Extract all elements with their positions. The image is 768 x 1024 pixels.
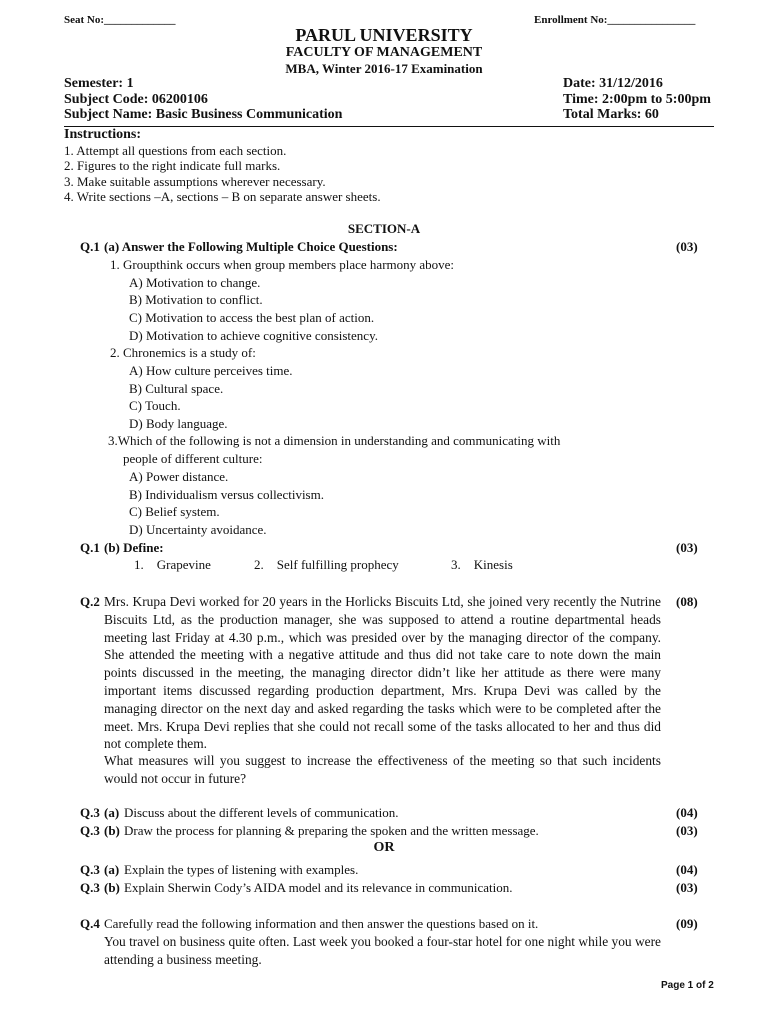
question-number: Q.1 xyxy=(80,239,100,254)
question-marks: (03) xyxy=(676,823,698,838)
mcq-option: C) Touch. xyxy=(129,398,181,413)
instruction-item: 4. Write sections –A, sections – B on separate answer sheets. xyxy=(64,189,381,204)
mcq-option: D) Body language. xyxy=(129,416,228,431)
question-marks: (08) xyxy=(676,594,698,609)
instructions-heading: Instructions: xyxy=(64,127,142,142)
subject-code: Subject Code: 06200106 xyxy=(64,92,208,107)
question-number: Q.2 xyxy=(80,594,100,609)
mcq-option: C) Motivation to access the best plan of action. xyxy=(129,310,375,325)
mcq-option: A) Power distance. xyxy=(129,469,229,484)
enrollment-no: Enrollment No:________________ xyxy=(534,14,696,26)
question-text: Discuss about the different levels of communication. xyxy=(124,805,399,820)
instruction-item: 2. Figures to the right indicate full marks. xyxy=(64,158,281,173)
seat-no: Seat No:_____________ xyxy=(64,14,176,26)
mcq-question: 3.Which of the following is not a dimension in understanding and communicating with xyxy=(108,433,561,448)
define-term: 2. Self fulfilling prophecy xyxy=(254,557,399,572)
question-number: Q.1 xyxy=(80,540,100,555)
question-part: (b) xyxy=(104,823,120,838)
question-text: Draw the process for planning & preparing the spoken and the written message. xyxy=(124,823,539,838)
question-marks: (03) xyxy=(676,880,698,895)
exam-title: MBA, Winter 2016-17 Examination xyxy=(285,61,483,76)
instruction-item: 1. Attempt all questions from each section. xyxy=(64,143,287,158)
question-number: Q.3 xyxy=(80,805,100,820)
define-term: 3. Kinesis xyxy=(451,557,513,572)
question-label: (a) Answer the Following Multiple Choice Questions: xyxy=(104,239,398,254)
exam-date: Date: 31/12/2016 xyxy=(563,76,663,91)
question-part: (b) xyxy=(104,880,120,895)
question-marks: (04) xyxy=(676,805,698,820)
question-number: Q.4 xyxy=(80,916,100,931)
define-term: 1. Grapevine xyxy=(134,557,211,572)
mcq-option: D) Motivation to achieve cognitive consistency. xyxy=(129,328,378,343)
mcq-option: C) Belief system. xyxy=(129,504,220,519)
question-marks: (03) xyxy=(676,540,698,555)
or-divider: OR xyxy=(373,840,395,855)
subject-name: Subject Name: Basic Business Communication xyxy=(64,107,343,122)
page-number: Page 1 of 2 xyxy=(661,980,714,991)
total-marks: Total Marks: 60 xyxy=(563,107,659,122)
question-number: Q.3 xyxy=(80,862,100,877)
mcq-option: D) Uncertainty avoidance. xyxy=(129,522,267,537)
question-part: (a) xyxy=(104,805,120,820)
university-name: PARUL UNIVERSITY xyxy=(295,25,473,45)
question-marks: (09) xyxy=(676,916,698,931)
mcq-question: 2. Chronemics is a study of: xyxy=(110,345,256,360)
question-marks: (04) xyxy=(676,862,698,877)
question-text: Carefully read the following information and then answer the questions based on it. xyxy=(104,916,539,931)
question-label: (b) Define: xyxy=(104,540,164,555)
case-study-question: What measures will you suggest to increase the effectiveness of the meeting so that such incidents would not occur in future? xyxy=(104,753,661,786)
question-number: Q.3 xyxy=(80,880,100,895)
faculty-name: FACULTY OF MANAGEMENT xyxy=(285,45,483,60)
case-study-paragraph: Mrs. Krupa Devi worked for 20 years in the Horlicks Biscuits Ltd, she joined very recently the Nutrine Biscuits Ltd, as the production manager, she was supposed to attend a routine departmental heads meeting last Friday at 4.30 p.m., which was presided over by the managing director of the company. She attended the meeting with a negative attitude and thus did not take care to note down the main points discussed in the meeting, the managing director didn’t like her attitude as there were many important items discussed regarding production department, Mrs. Krupa Devi was called by the managing director on the next day and asked regarding the tasks which were to be completed after the meet. Mrs. Krupa Devi replies that she could not recall some of the tasks allocated to her and thus did not complete them. xyxy=(104,594,661,752)
question-number: Q.3 xyxy=(80,823,100,838)
question-marks: (03) xyxy=(676,239,698,254)
section-heading: SECTION-A xyxy=(347,221,421,236)
mcq-option: B) Cultural space. xyxy=(129,381,224,396)
header-divider xyxy=(64,126,714,127)
mcq-question-continued: people of different culture: xyxy=(123,451,263,466)
question-part: (a) xyxy=(104,862,120,877)
question-text: Explain Sherwin Cody’s AIDA model and its relevance in communication. xyxy=(124,880,513,895)
mcq-option: B) Motivation to conflict. xyxy=(129,292,263,307)
mcq-option: A) Motivation to change. xyxy=(129,275,261,290)
semester: Semester: 1 xyxy=(64,76,134,91)
mcq-option: A) How culture perceives time. xyxy=(129,363,293,378)
exam-time: Time: 2:00pm to 5:00pm xyxy=(563,92,711,107)
instruction-item: 3. Make suitable assumptions wherever necessary. xyxy=(64,174,326,189)
mcq-question: 1. Groupthink occurs when group members place harmony above: xyxy=(110,257,455,272)
question-text: Explain the types of listening with examples. xyxy=(124,862,359,877)
mcq-option: B) Individualism versus collectivism. xyxy=(129,487,324,502)
question-paragraph: You travel on business quite often. Last week you booked a four-star hotel for one night while you were attending a business meeting. xyxy=(104,934,661,967)
